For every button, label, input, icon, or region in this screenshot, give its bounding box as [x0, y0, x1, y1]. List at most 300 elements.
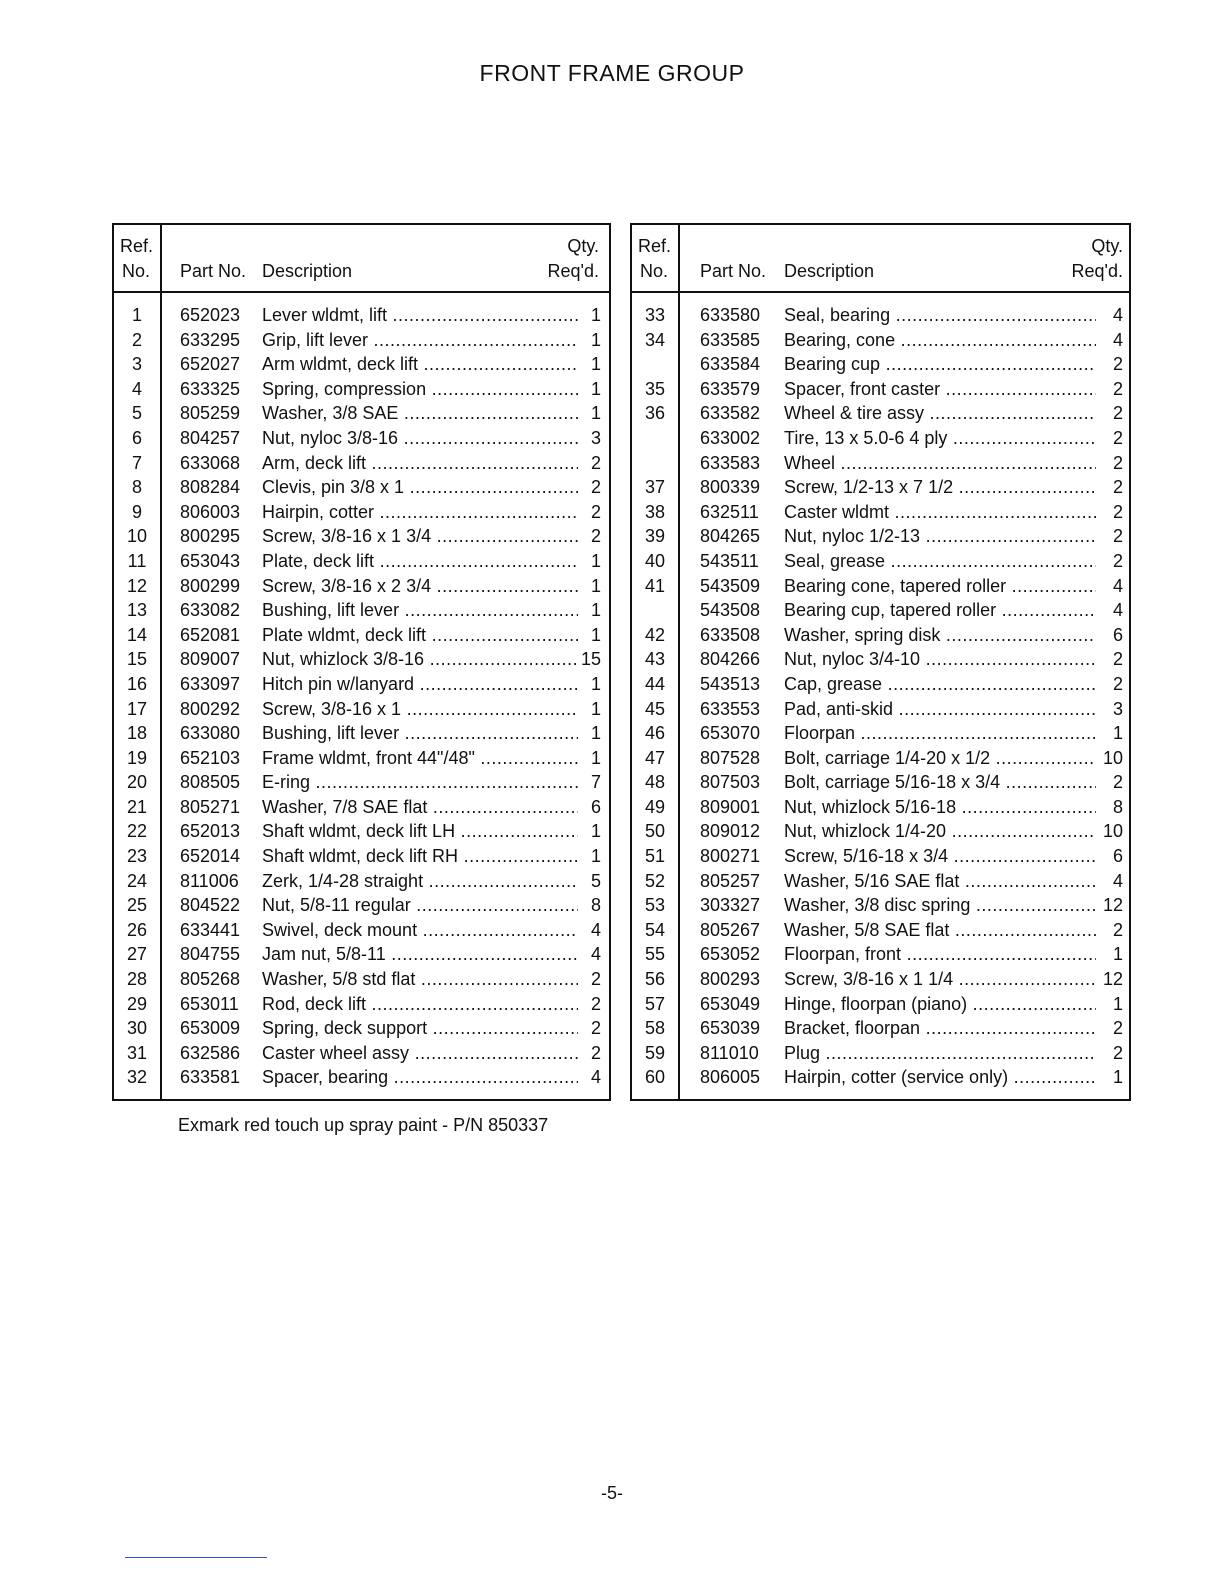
- parts-rows-left: [114, 303, 609, 1090]
- part-description: Nut, whizlock 3/8-16 .....: [262, 647, 578, 672]
- table-row: [632, 451, 1129, 476]
- ref-number: 16: [126, 673, 148, 694]
- ref-number: 35: [644, 378, 666, 399]
- table-row: [632, 1016, 1129, 1041]
- part-number: 800293: [700, 969, 761, 990]
- table-row: [632, 893, 1129, 918]
- part-number: 633582: [700, 403, 761, 424]
- ref-number: 28: [126, 969, 148, 990]
- ref-number: 56: [644, 969, 666, 990]
- part-number: 633508: [700, 624, 761, 645]
- part-number: 805268: [180, 969, 241, 990]
- table-row: [632, 352, 1129, 377]
- part-number: 633583: [700, 452, 761, 473]
- ref-number: 38: [644, 501, 666, 522]
- quantity: 7: [590, 772, 601, 793]
- quantity: 1: [590, 354, 601, 375]
- part-number: 633441: [180, 919, 241, 940]
- quantity: 1: [590, 624, 601, 645]
- part-description: Spacer, bearing .....: [262, 1065, 578, 1090]
- ref-number: 33: [644, 305, 666, 325]
- table-row: [114, 598, 609, 623]
- part-number: 652013: [180, 821, 241, 842]
- ref-number: 6: [131, 427, 142, 448]
- table-row: [632, 647, 1129, 672]
- part-description: Grip, lift lever .....: [262, 328, 578, 353]
- part-number: 543513: [700, 673, 761, 694]
- ref-number: 42: [644, 624, 666, 645]
- table-row: [632, 844, 1129, 869]
- ref-number: 37: [644, 477, 666, 498]
- part-description: Hairpin, cotter .....: [262, 500, 578, 525]
- ref-number: 21: [126, 796, 148, 817]
- ref-number: 52: [644, 870, 666, 891]
- part-description: Bushing, lift lever .....: [262, 598, 578, 623]
- parts-rows-right: [632, 303, 1129, 1090]
- quantity: 6: [590, 796, 601, 817]
- table-row: [632, 746, 1129, 771]
- ref-number: 3: [131, 354, 142, 375]
- paint-footnote: Exmark red touch up spray paint - P/N 850337: [178, 1115, 549, 1135]
- part-description: Screw, 5/16-18 x 3/4 .....: [784, 844, 1096, 869]
- quantity: 4: [590, 919, 601, 940]
- part-number: 804522: [180, 895, 241, 916]
- part-description: Plate wldmt, deck lift .....: [262, 623, 578, 648]
- table-row: [114, 475, 609, 500]
- header-part-no: Part No.: [180, 261, 247, 281]
- ref-number: 25: [126, 895, 148, 916]
- part-number: 807503: [700, 772, 761, 793]
- quantity: 2: [590, 1018, 601, 1039]
- part-number: 303327: [700, 895, 761, 916]
- part-description: Shaft wldmt, deck lift RH .....: [262, 844, 578, 869]
- page-title: FRONT FRAME GROUP: [479, 60, 745, 86]
- table-row: [632, 549, 1129, 574]
- table-row: [632, 942, 1129, 967]
- ref-number: 29: [126, 993, 148, 1014]
- ref-number: 58: [644, 1018, 666, 1039]
- table-row: [114, 426, 609, 451]
- part-number: 653011: [180, 993, 239, 1014]
- quantity: 2: [1112, 919, 1123, 940]
- part-number: 633584: [700, 354, 761, 375]
- part-description: Swivel, deck mount .....: [262, 918, 578, 943]
- part-description: Spring, deck support .....: [262, 1016, 578, 1041]
- ref-number: 57: [644, 993, 666, 1014]
- header-rule: [632, 291, 1129, 293]
- part-number: 652023: [180, 305, 241, 325]
- quantity: 1: [590, 723, 601, 744]
- quantity: 1: [590, 747, 601, 768]
- quantity: 4: [1112, 329, 1123, 350]
- ref-number: 45: [644, 698, 666, 719]
- part-number: 633097: [180, 673, 241, 694]
- header-rule: [114, 291, 609, 293]
- quantity: 1: [1112, 993, 1123, 1014]
- part-description: Screw, 3/8-16 x 1 3/4 .....: [262, 524, 578, 549]
- quantity: 2: [1112, 772, 1123, 793]
- ref-number: 13: [126, 600, 148, 621]
- table-row: [114, 500, 609, 525]
- header-qty-line1: Qty.: [1091, 236, 1123, 256]
- ref-number: 12: [126, 575, 148, 596]
- quantity: 5: [590, 870, 601, 891]
- part-number: 653070: [700, 723, 761, 744]
- part-number: 809012: [700, 821, 761, 842]
- table-row: [632, 598, 1129, 623]
- part-description: Bolt, carriage 1/4-20 x 1/2 .....: [784, 746, 1096, 771]
- quantity: 2: [590, 501, 601, 522]
- quantity: 2: [590, 477, 601, 498]
- part-number: 800271: [700, 846, 761, 867]
- table-row: [632, 623, 1129, 648]
- ref-number: 27: [126, 944, 148, 965]
- quantity: 2: [1112, 501, 1123, 522]
- table-row: [632, 303, 1129, 328]
- table-row: [114, 992, 609, 1017]
- quantity: 2: [1112, 354, 1123, 375]
- ref-number: 10: [126, 526, 148, 547]
- part-number: 543509: [700, 575, 761, 596]
- part-description: Caster wldmt .....: [784, 500, 1096, 525]
- quantity: 2: [1112, 1018, 1123, 1039]
- quantity: 8: [1112, 796, 1123, 817]
- part-description: Nut, nyloc 3/8-16 .....: [262, 426, 578, 451]
- quantity: 4: [1112, 870, 1123, 891]
- quantity: 10: [1102, 747, 1123, 768]
- part-number: 800299: [180, 575, 241, 596]
- table-row: [114, 377, 609, 402]
- ref-number: 5: [131, 403, 142, 424]
- part-number: 808284: [180, 477, 241, 498]
- part-number: 633295: [180, 329, 241, 350]
- ref-number: 8: [131, 477, 142, 498]
- header-ref-line2: No.: [122, 261, 151, 281]
- parts-table-left: [112, 223, 611, 1101]
- quantity: 12: [1102, 969, 1123, 990]
- part-description: Washer, 5/8 SAE flat .....: [784, 918, 1096, 943]
- part-description: Washer, 3/8 disc spring .....: [784, 893, 1096, 918]
- part-number: 653052: [700, 944, 761, 965]
- part-number: 800339: [700, 477, 761, 498]
- quantity: 4: [1112, 575, 1123, 596]
- quantity: 1: [590, 305, 601, 325]
- table-row: [632, 500, 1129, 525]
- table-row: [114, 401, 609, 426]
- quantity: 4: [590, 1067, 601, 1088]
- part-number: 805259: [180, 403, 241, 424]
- table-row: [114, 328, 609, 353]
- part-description: Rod, deck lift .....: [262, 992, 578, 1017]
- ref-number: 49: [644, 796, 666, 817]
- table-row: [632, 426, 1129, 451]
- table-row: [114, 746, 609, 771]
- table-row: [114, 524, 609, 549]
- ref-number: 40: [644, 550, 666, 571]
- ref-number: 48: [644, 772, 666, 793]
- quantity: 1: [590, 821, 601, 842]
- part-description: Bearing, cone .....: [784, 328, 1096, 353]
- ref-number: 50: [644, 821, 666, 842]
- table-row: [114, 770, 609, 795]
- quantity: 4: [1112, 305, 1123, 325]
- quantity: 2: [1112, 673, 1123, 694]
- quantity: 3: [590, 427, 601, 448]
- quantity: 2: [590, 526, 601, 547]
- bottom-rule: [125, 1557, 267, 1558]
- quantity: 8: [590, 895, 601, 916]
- quantity: 2: [1112, 550, 1123, 571]
- ref-number: 44: [644, 673, 666, 694]
- table-row: [632, 992, 1129, 1017]
- quantity: 2: [1112, 649, 1123, 670]
- part-number: 808505: [180, 772, 241, 793]
- table-row: [632, 574, 1129, 599]
- part-description: Floorpan, front .....: [784, 942, 1096, 967]
- table-row: [114, 352, 609, 377]
- part-description: Plate, deck lift .....: [262, 549, 578, 574]
- part-number: 633581: [180, 1067, 241, 1088]
- header-qty-line1: Qty.: [567, 236, 599, 256]
- header-ref-line1: Ref.: [120, 236, 154, 256]
- part-description: Arm, deck lift .....: [262, 451, 578, 476]
- part-description: Hinge, floorpan (piano) .....: [784, 992, 1096, 1017]
- ref-number: 36: [644, 403, 666, 424]
- ref-number: 23: [126, 846, 148, 867]
- part-number: 632586: [180, 1042, 241, 1063]
- part-description: Floorpan .....: [784, 721, 1096, 746]
- table-row: [114, 918, 609, 943]
- table-row: [114, 893, 609, 918]
- part-number: 633068: [180, 452, 241, 473]
- ref-number: 39: [644, 526, 666, 547]
- ref-number: 9: [131, 501, 142, 522]
- part-number: 804265: [700, 526, 761, 547]
- quantity: 1: [1112, 944, 1123, 965]
- part-number: 811006: [180, 870, 239, 891]
- part-description: Seal, bearing .....: [784, 303, 1096, 328]
- table-row: [114, 647, 609, 672]
- part-description: Pad, anti-skid .....: [784, 697, 1096, 722]
- table-row: [114, 549, 609, 574]
- quantity: 1: [590, 600, 601, 621]
- ref-number: 46: [644, 723, 666, 744]
- ref-number: 59: [644, 1042, 666, 1063]
- part-description: Screw, 1/2-13 x 7 1/2 .....: [784, 475, 1096, 500]
- table-row: [114, 1065, 609, 1090]
- part-description: Washer, 3/8 SAE .....: [262, 401, 578, 426]
- table-row: [114, 942, 609, 967]
- quantity: 1: [590, 575, 601, 596]
- part-number: 805267: [700, 919, 761, 940]
- part-description: Screw, 3/8-16 x 1 .....: [262, 697, 578, 722]
- part-description: Cap, grease .....: [784, 672, 1096, 697]
- quantity: 2: [1112, 452, 1123, 473]
- part-description: Washer, 7/8 SAE flat .....: [262, 795, 578, 820]
- quantity: 2: [1112, 526, 1123, 547]
- part-description: Bushing, lift lever .....: [262, 721, 578, 746]
- ref-number: 18: [126, 723, 148, 744]
- part-number: 653043: [180, 550, 241, 571]
- table-row: [114, 697, 609, 722]
- quantity: 2: [1112, 403, 1123, 424]
- header-description: Description: [262, 261, 353, 281]
- part-description: Nut, whizlock 1/4-20 .....: [784, 819, 1096, 844]
- part-number: 806003: [180, 501, 241, 522]
- part-description: Bearing cup, tapered roller .....: [784, 598, 1096, 623]
- table-row: [114, 721, 609, 746]
- quantity: 4: [1112, 600, 1123, 621]
- part-description: Bearing cone, tapered roller .....: [784, 574, 1096, 599]
- quantity: 2: [590, 452, 601, 473]
- part-number: 804755: [180, 944, 241, 965]
- quantity: 1: [590, 550, 601, 571]
- part-number: 804266: [700, 649, 761, 670]
- table-row: [114, 623, 609, 648]
- quantity: 1: [590, 378, 601, 399]
- table-row: [632, 377, 1129, 402]
- quantity: 15: [580, 649, 601, 670]
- table-row: [632, 328, 1129, 353]
- part-number: 653049: [700, 993, 761, 1014]
- part-number: 633553: [700, 698, 761, 719]
- part-number: 633002: [700, 427, 761, 448]
- ref-number: 51: [644, 846, 666, 867]
- quantity: 1: [590, 698, 601, 719]
- part-description: Spring, compression .....: [262, 377, 578, 402]
- ref-number: 55: [644, 944, 666, 965]
- part-number: 633580: [700, 305, 761, 325]
- quantity: 2: [1112, 1042, 1123, 1063]
- table-row: [114, 672, 609, 697]
- part-description: Nut, 5/8-11 regular .....: [262, 893, 578, 918]
- quantity: 6: [1112, 624, 1123, 645]
- part-description: Arm wldmt, deck lift .....: [262, 352, 578, 377]
- part-description: Nut, nyloc 3/4-10 .....: [784, 647, 1096, 672]
- part-description: Bolt, carriage 5/16-18 x 3/4 .....: [784, 770, 1096, 795]
- table-row: [114, 1041, 609, 1066]
- header-description: Description: [784, 261, 875, 281]
- header-ref-line1: Ref.: [638, 236, 672, 256]
- part-number: 809001: [700, 796, 761, 817]
- table-row: [632, 967, 1129, 992]
- ref-number: 30: [126, 1018, 148, 1039]
- part-number: 805257: [700, 870, 761, 891]
- quantity: 2: [1112, 427, 1123, 448]
- table-row: [114, 795, 609, 820]
- part-description: Bracket, floorpan .....: [784, 1016, 1096, 1041]
- part-number: 800295: [180, 526, 241, 547]
- quantity: 1: [590, 329, 601, 350]
- table-row: [632, 401, 1129, 426]
- part-description: Caster wheel assy .....: [262, 1041, 578, 1066]
- ref-number: 26: [126, 919, 148, 940]
- table-row: [632, 869, 1129, 894]
- table-row: [632, 1041, 1129, 1066]
- table-row: [632, 819, 1129, 844]
- table-row: [114, 303, 609, 328]
- part-number: 633325: [180, 378, 241, 399]
- part-description: Washer, 5/16 SAE flat .....: [784, 869, 1096, 894]
- part-number: 652014: [180, 846, 241, 867]
- part-number: 809007: [180, 649, 241, 670]
- header-ref-line2: No.: [640, 261, 669, 281]
- table-row: [632, 918, 1129, 943]
- ref-number: 7: [131, 452, 142, 473]
- quantity: 1: [590, 403, 601, 424]
- part-description: Wheel .....: [784, 451, 1096, 476]
- ref-number: 2: [131, 329, 142, 350]
- part-number: 633585: [700, 329, 761, 350]
- part-description: Washer, 5/8 std flat .....: [262, 967, 578, 992]
- table-row: [632, 795, 1129, 820]
- quantity: 2: [590, 969, 601, 990]
- quantity: 10: [1102, 821, 1123, 842]
- quantity: 2: [590, 1042, 601, 1063]
- quantity: 2: [590, 993, 601, 1014]
- part-number: 807528: [700, 747, 761, 768]
- part-description: Hairpin, cotter (service only) .....: [784, 1065, 1096, 1090]
- part-number: 543508: [700, 600, 761, 621]
- quantity: 4: [590, 944, 601, 965]
- ref-number: 19: [126, 747, 148, 768]
- table-row: [114, 574, 609, 599]
- ref-number: 53: [644, 895, 666, 916]
- ref-number: 43: [644, 649, 666, 670]
- table-row: [632, 770, 1129, 795]
- part-description: Wheel & tire assy .....: [784, 401, 1096, 426]
- header-qty-line2: Req'd.: [547, 261, 599, 281]
- part-number: 632511: [700, 501, 759, 522]
- quantity: 1: [590, 846, 601, 867]
- part-description: Bearing cup .....: [784, 352, 1096, 377]
- ref-number: 1: [131, 305, 142, 325]
- header-part-no: Part No.: [700, 261, 767, 281]
- table-row: [114, 451, 609, 476]
- part-number: 806005: [700, 1067, 761, 1088]
- part-description: Clevis, pin 3/8 x 1 .....: [262, 475, 578, 500]
- part-number: 633082: [180, 600, 241, 621]
- ref-number: 47: [644, 747, 666, 768]
- table-row: [632, 697, 1129, 722]
- part-number: 633080: [180, 723, 241, 744]
- table-row: [114, 869, 609, 894]
- table-row: [114, 1016, 609, 1041]
- table-row: [632, 1065, 1129, 1090]
- table-row: [632, 524, 1129, 549]
- ref-number: 60: [644, 1067, 666, 1088]
- part-description: E-ring .....: [262, 770, 578, 795]
- ref-number: 24: [126, 870, 148, 891]
- part-description: Frame wldmt, front 44"/48" .....: [262, 746, 578, 771]
- part-description: Jam nut, 5/8-11 .....: [262, 942, 578, 967]
- ref-number: 31: [126, 1042, 148, 1063]
- part-description: Washer, spring disk .....: [784, 623, 1096, 648]
- ref-number: 17: [126, 698, 148, 719]
- ref-number: 14: [126, 624, 148, 645]
- ref-number: 15: [126, 649, 148, 670]
- header-qty-line2: Req'd.: [1071, 261, 1123, 281]
- quantity: 3: [1112, 698, 1123, 719]
- part-number: 804257: [180, 427, 241, 448]
- part-number: 633579: [700, 378, 761, 399]
- table-row: [632, 672, 1129, 697]
- table-row: [114, 819, 609, 844]
- part-number: 652027: [180, 354, 241, 375]
- quantity: 1: [1112, 1067, 1123, 1088]
- part-description: Hitch pin w/lanyard .....: [262, 672, 578, 697]
- part-number: 653009: [180, 1018, 241, 1039]
